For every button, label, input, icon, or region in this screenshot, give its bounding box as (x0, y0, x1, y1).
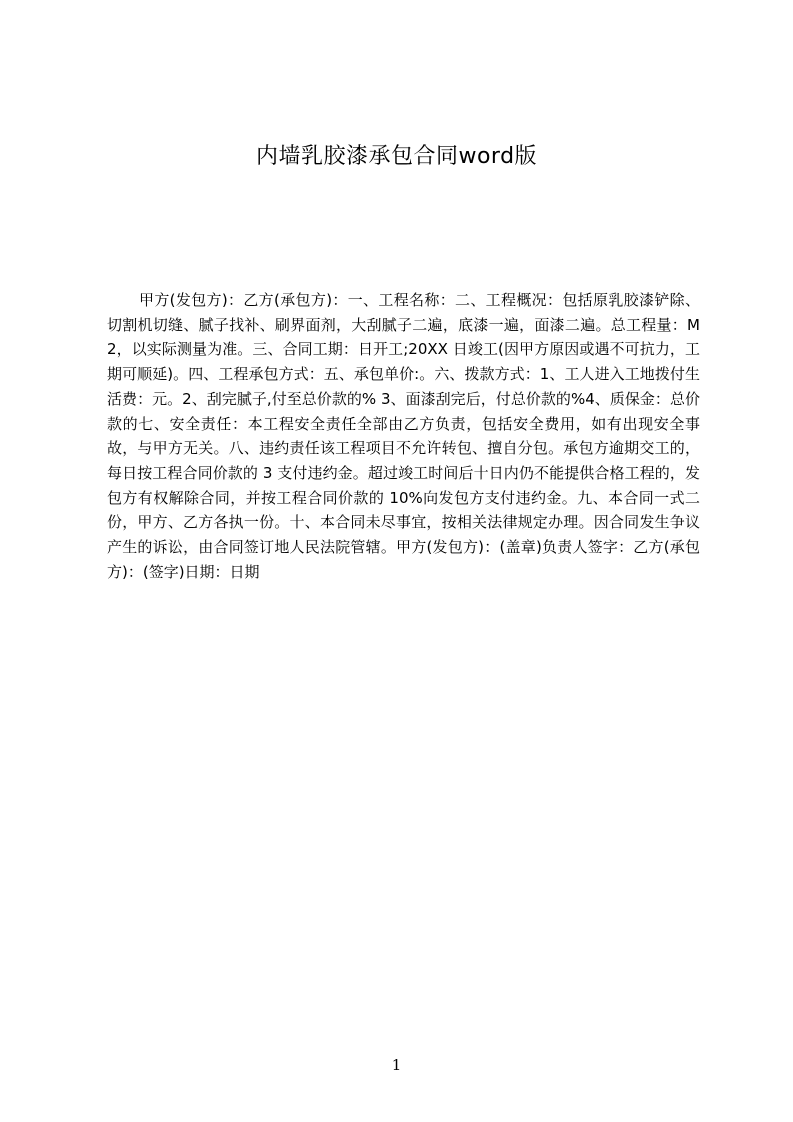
contract-body-text: 甲方(发包方)：乙方(承包方)：一、工程名称：二、工程概况：包括原乳胶漆铲除、切割机切缝、腻子找补、刷界面剂，大刮腻子二遍，底漆一遍，面漆二遍。总工程量：M2，以实际测量为准。三、合同工期：日开工;20XX 日竣工(因甲方原因或遇不可抗力，工期可顺延)。四、工程承包方式：五、承包单价:。六、拨款方式：1、工人进入工地拨付生活费：元。2、刮完腻子,付至总价款的% 3、面漆刮完后，付总价款的%4、质保金：总价款的七、安全责任：本工程安全责任全部由乙方负责，包括安全费用，如有出现安全事故，与甲方无关。八、违约责任该工程项目不允许转包、擅自分包。承包方逾期交工的，每日按工程合同价款的 3 支付违约金。超过竣工时间后十日内仍不能提供合格工程的，发包方有权解除合同，并按工程合同价款的 10%向发包方支付违约金。九、本合同一式二份，甲方、乙方各执一份。十、本合同未尽事宜，按相关法律规定办理。因合同发生争议产生的诉讼，由合同签订地人民法院管辖。甲方(发包方)：(盖章)负责人签字：乙方(承包方)：(签字)日期：日期 (107, 291, 700, 581)
document-title: 内墙乳胶漆承包合同word版 (255, 144, 538, 169)
page-number: 1 (391, 1056, 402, 1074)
